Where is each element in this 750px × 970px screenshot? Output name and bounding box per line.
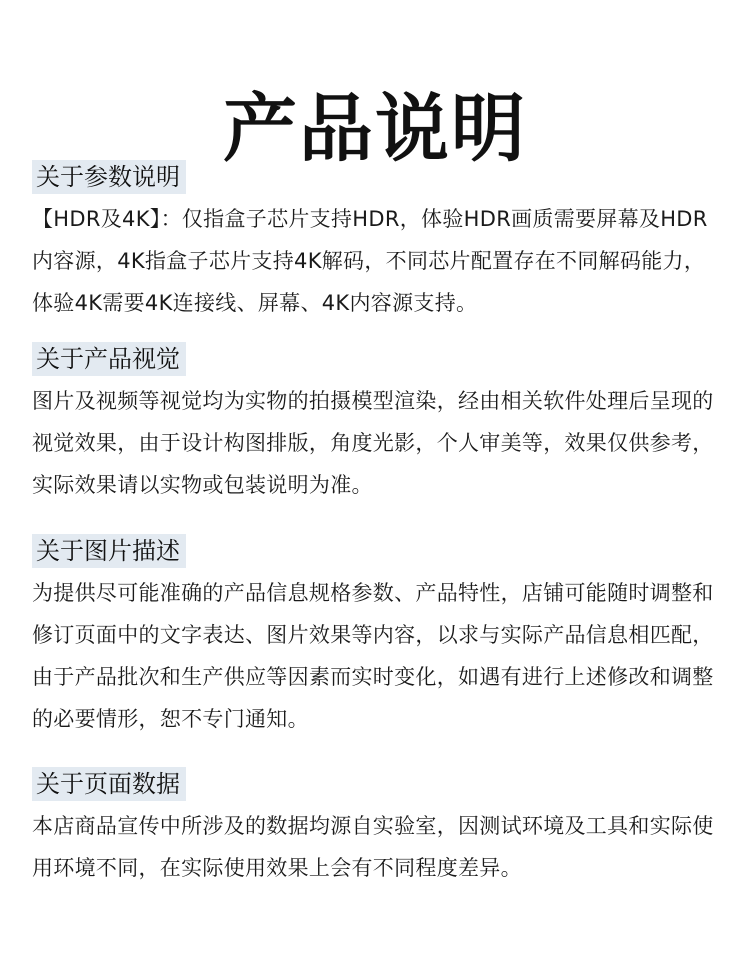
section-heading: 关于产品视觉 [32,342,186,376]
section-body: 【HDR及4K】：仅指盒子芯片支持HDR，体验HDR画质需要屏幕及HDR内容源，4K指盒子芯片支持4K解码，不同芯片配置存在不同解码能力，体验4K需要4K连接线、屏幕、4K内容源支持。 [32,207,708,315]
section-heading: 关于参数说明 [32,160,186,194]
section-body: 图片及视频等视觉均为实物的拍摄模型渲染，经由相关软件处理后呈现的视觉效果，由于设计构图排版，角度光影，个人审美等，效果仅供参考，实际效果请以实物或包装说明为准。 [32,389,714,497]
section-body: 为提供尽可能准确的产品信息规格参数、产品特性，店铺可能随时调整和修订页面中的文字表达、图片效果等内容，以求与实际产品信息相匹配，由于产品批次和生产供应等因素而实时变化，如遇有进行上述修改和调整的必要情形，恕不专门通知。 [32,581,714,731]
section-parameter-notes [32,160,722,324]
page-title: 产品说明 [223,85,527,172]
section-page-data [32,767,722,889]
section-image-description [32,534,722,740]
section-body: 本店商品宣传中所涉及的数据均源自实验室，因测试环境及工具和实际使用环境不同，在实际使用效果上会有不同程度差异。 [32,814,714,880]
section-heading: 关于图片描述 [32,534,186,568]
section-product-visual [32,342,722,506]
section-heading: 关于页面数据 [32,767,186,801]
